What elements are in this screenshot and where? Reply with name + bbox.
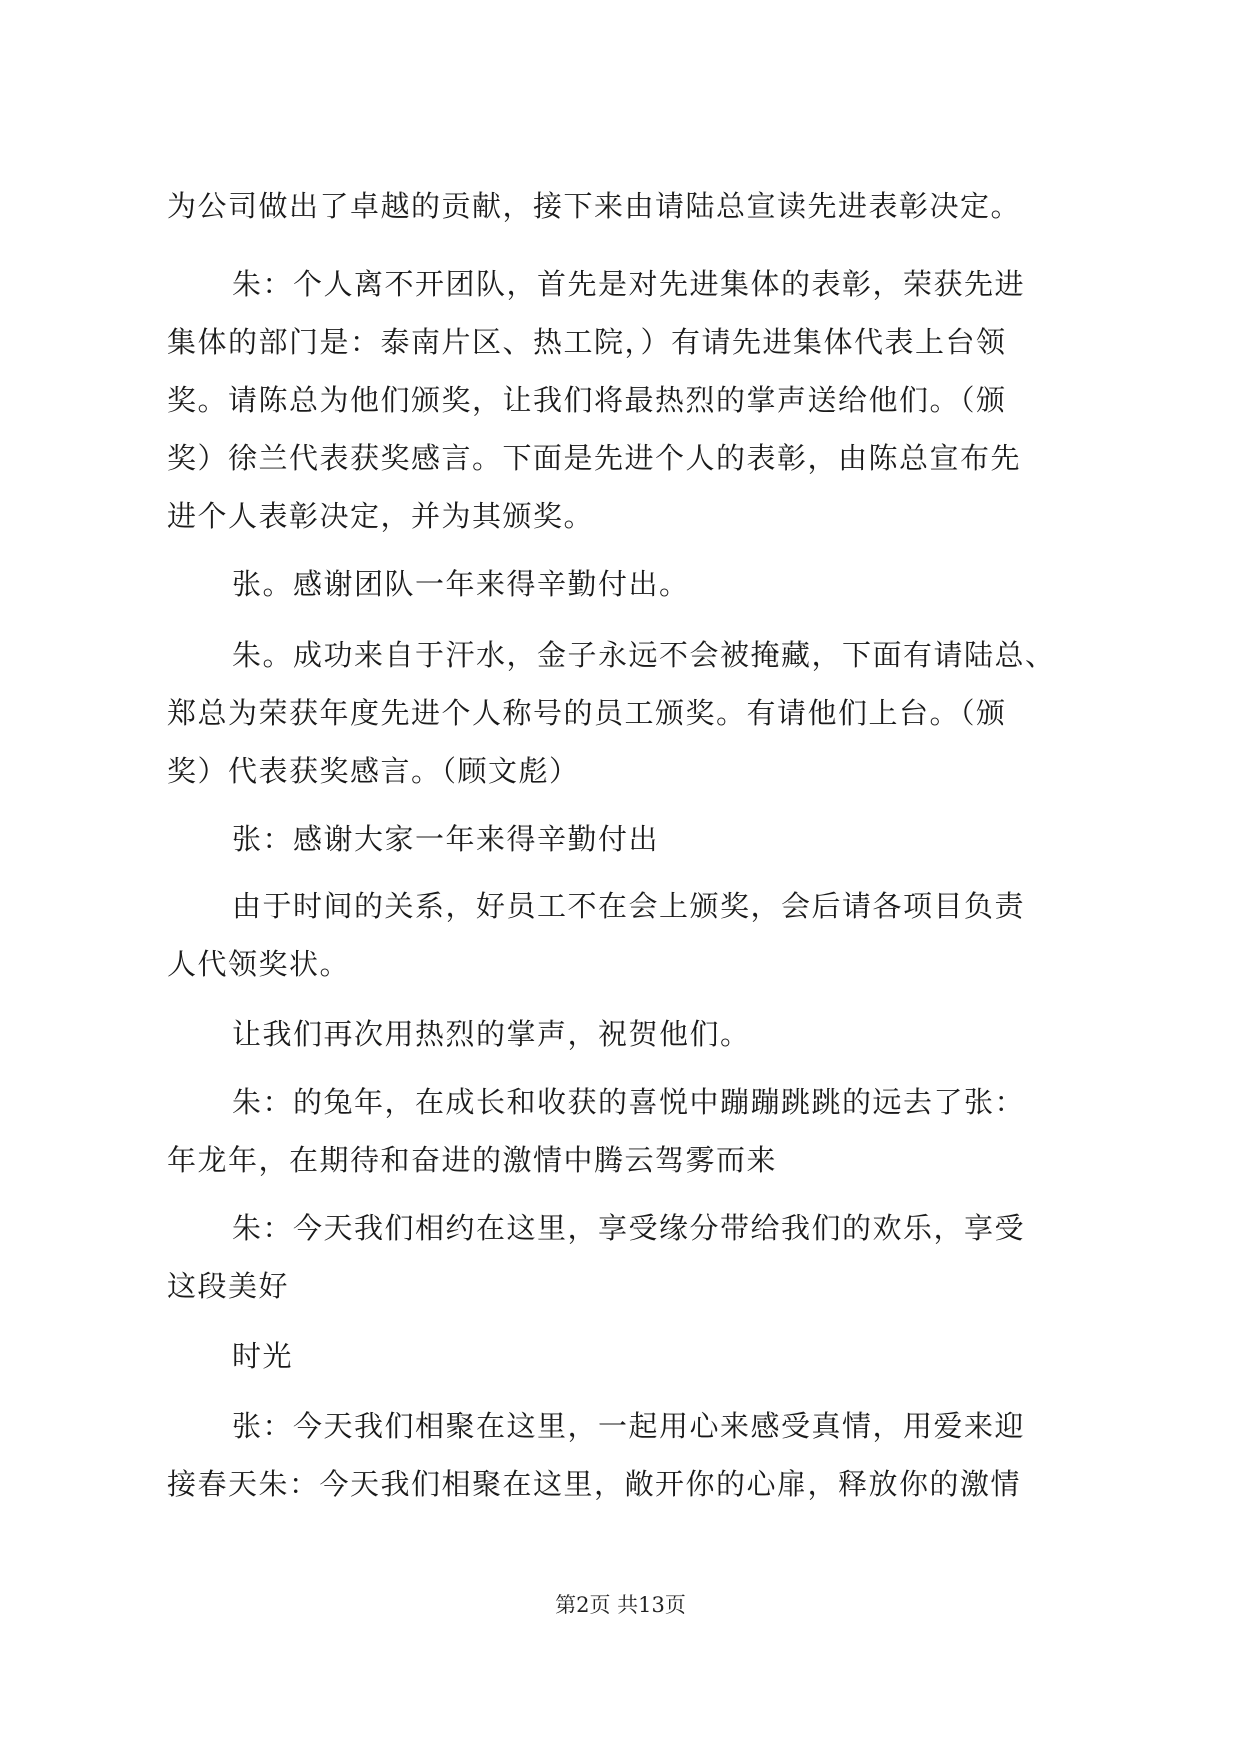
text-line: 奖）徐兰代表获奖感言。下面是先进个人的表彰，由陈总宣布先 (167, 441, 1022, 475)
text-line: 张：感谢大家一年来得辛勤付出 (232, 822, 660, 856)
text-line: 接春天朱：今天我们相聚在这里，敞开你的心扉，释放你的激情 (167, 1467, 1022, 1501)
text-line: 张：今天我们相聚在这里，一起用心来感受真情，用爱来迎 (232, 1409, 1026, 1443)
text-line: 进个人表彰决定，并为其颁奖。 (167, 499, 595, 533)
text-line: 为公司做出了卓越的贡献，接下来由请陆总宣读先进表彰决定。 (167, 189, 1022, 223)
text-line: 时光 (232, 1339, 294, 1373)
text-line: 郑总为荣获年度先进个人称号的员工颁奖。有请他们上台。（颁 (167, 696, 1007, 730)
text-line: 让我们再次用热烈的掌声，祝贺他们。 (232, 1017, 751, 1051)
text-line: 朱：个人离不开团队，首先是对先进集体的表彰，荣获先进 (232, 267, 1026, 301)
text-line: 奖）代表获奖感言。（顾文彪） (167, 754, 580, 788)
text-line: 朱：的兔年，在成长和收获的喜悦中蹦蹦跳跳的远去了张： (232, 1085, 1026, 1119)
text-line: 集体的部门是：泰南片区、热工院，）有请先进集体代表上台领 (167, 325, 1007, 359)
text-line: 朱：今天我们相约在这里，享受缘分带给我们的欢乐，享受 (232, 1211, 1026, 1245)
page-number-footer: 第2页 共13页 (555, 1593, 686, 1617)
text-line: 朱。成功来自于汗水，金子永远不会被掩藏，下面有请陆总、 (232, 638, 1056, 672)
text-line: 张。感谢团队一年来得辛勤付出。 (232, 567, 690, 601)
text-line: 人代领奖状。 (167, 947, 351, 981)
text-line: 这段美好 (167, 1269, 290, 1303)
text-line: 由于时间的关系，好员工不在会上颁奖，会后请各项目负责 (232, 889, 1026, 923)
text-line: 年龙年，在期待和奋进的激情中腾云驾雾而来 (167, 1143, 778, 1177)
text-line: 奖。请陈总为他们颁奖，让我们将最热烈的掌声送给他们。（颁 (167, 383, 1007, 417)
